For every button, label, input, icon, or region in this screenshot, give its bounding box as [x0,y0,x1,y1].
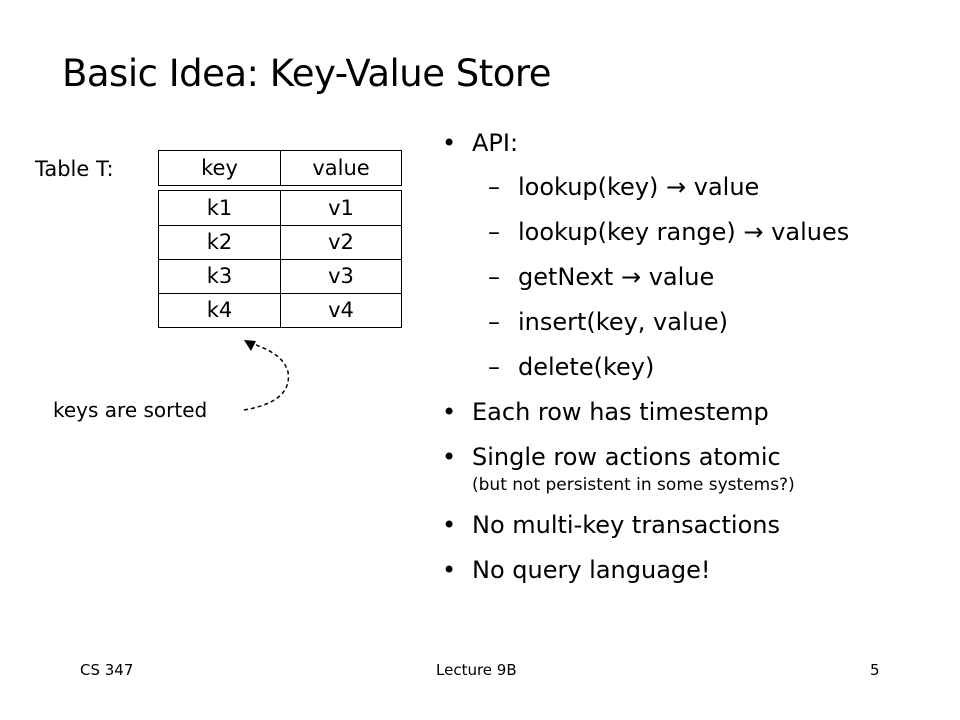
bullet-text: Each row has timestemp [472,398,769,426]
sub-bullet-text: lookup(key) → value [518,173,760,201]
bullet-text: Single row actions atomic [472,443,781,471]
row-value: v3 [328,264,354,288]
dash-mark: – [488,173,500,201]
dash-mark: – [488,353,500,381]
bullet-text-block [472,442,795,496]
table-row [158,260,402,294]
bullet-timestamp [442,397,942,427]
bullet-text: No multi-key transactions [472,511,780,540]
sub-bullet [442,262,942,292]
bullet-text: API: [472,129,519,157]
row-value: v1 [328,195,354,220]
table-row [158,190,402,226]
header-value: value [312,155,370,180]
bullet-dot: • [442,511,457,540]
bullet-atomic [442,442,942,496]
table-header-row [158,150,402,186]
bullet-list [442,128,942,585]
slide-title: Basic Idea: Key-Value Store [62,52,552,95]
footer-course: CS 347 [80,661,134,679]
sub-bullet [442,307,942,337]
bullet-dot: • [442,398,457,426]
bullet-multikey [442,510,942,540]
arrow-head [244,340,256,351]
bullet-dot: • [442,556,457,585]
bullet-api [442,128,942,158]
row-value: v4 [328,298,354,322]
sub-bullet [442,352,942,382]
footer-page-number: 5 [870,661,880,679]
dash-mark: – [488,308,500,336]
bullet-text: No query language! [472,556,711,585]
sub-bullet [442,172,942,202]
sub-bullet-text: insert(key, value) [518,308,728,336]
row-key: k1 [159,191,281,225]
sorted-annotation: keys are sorted [53,398,208,422]
row-key: k3 [159,260,281,293]
dashed-arrow-line [244,343,288,410]
row-key: k2 [159,226,281,259]
key-value-table [158,150,402,328]
bullet-dot: • [442,129,457,157]
header-key: key [159,151,281,185]
bullet-dot: • [442,443,457,471]
row-value: v2 [328,230,354,254]
dash-mark: – [488,263,500,291]
table-row [158,226,402,260]
footer-lecture: Lecture 9B [436,661,517,679]
table-label: Table T: [35,157,114,181]
bullet-note: (but not persistent in some systems?) [472,475,795,495]
sub-bullet-text: delete(key) [518,353,655,381]
sub-bullet [442,217,942,247]
table-row [158,294,402,328]
row-key: k4 [159,294,281,327]
sub-bullet-text: lookup(key range) → values [518,218,850,246]
sub-bullet-text: getNext → value [518,263,715,291]
dash-mark: – [488,218,500,246]
bullet-query [442,555,942,585]
